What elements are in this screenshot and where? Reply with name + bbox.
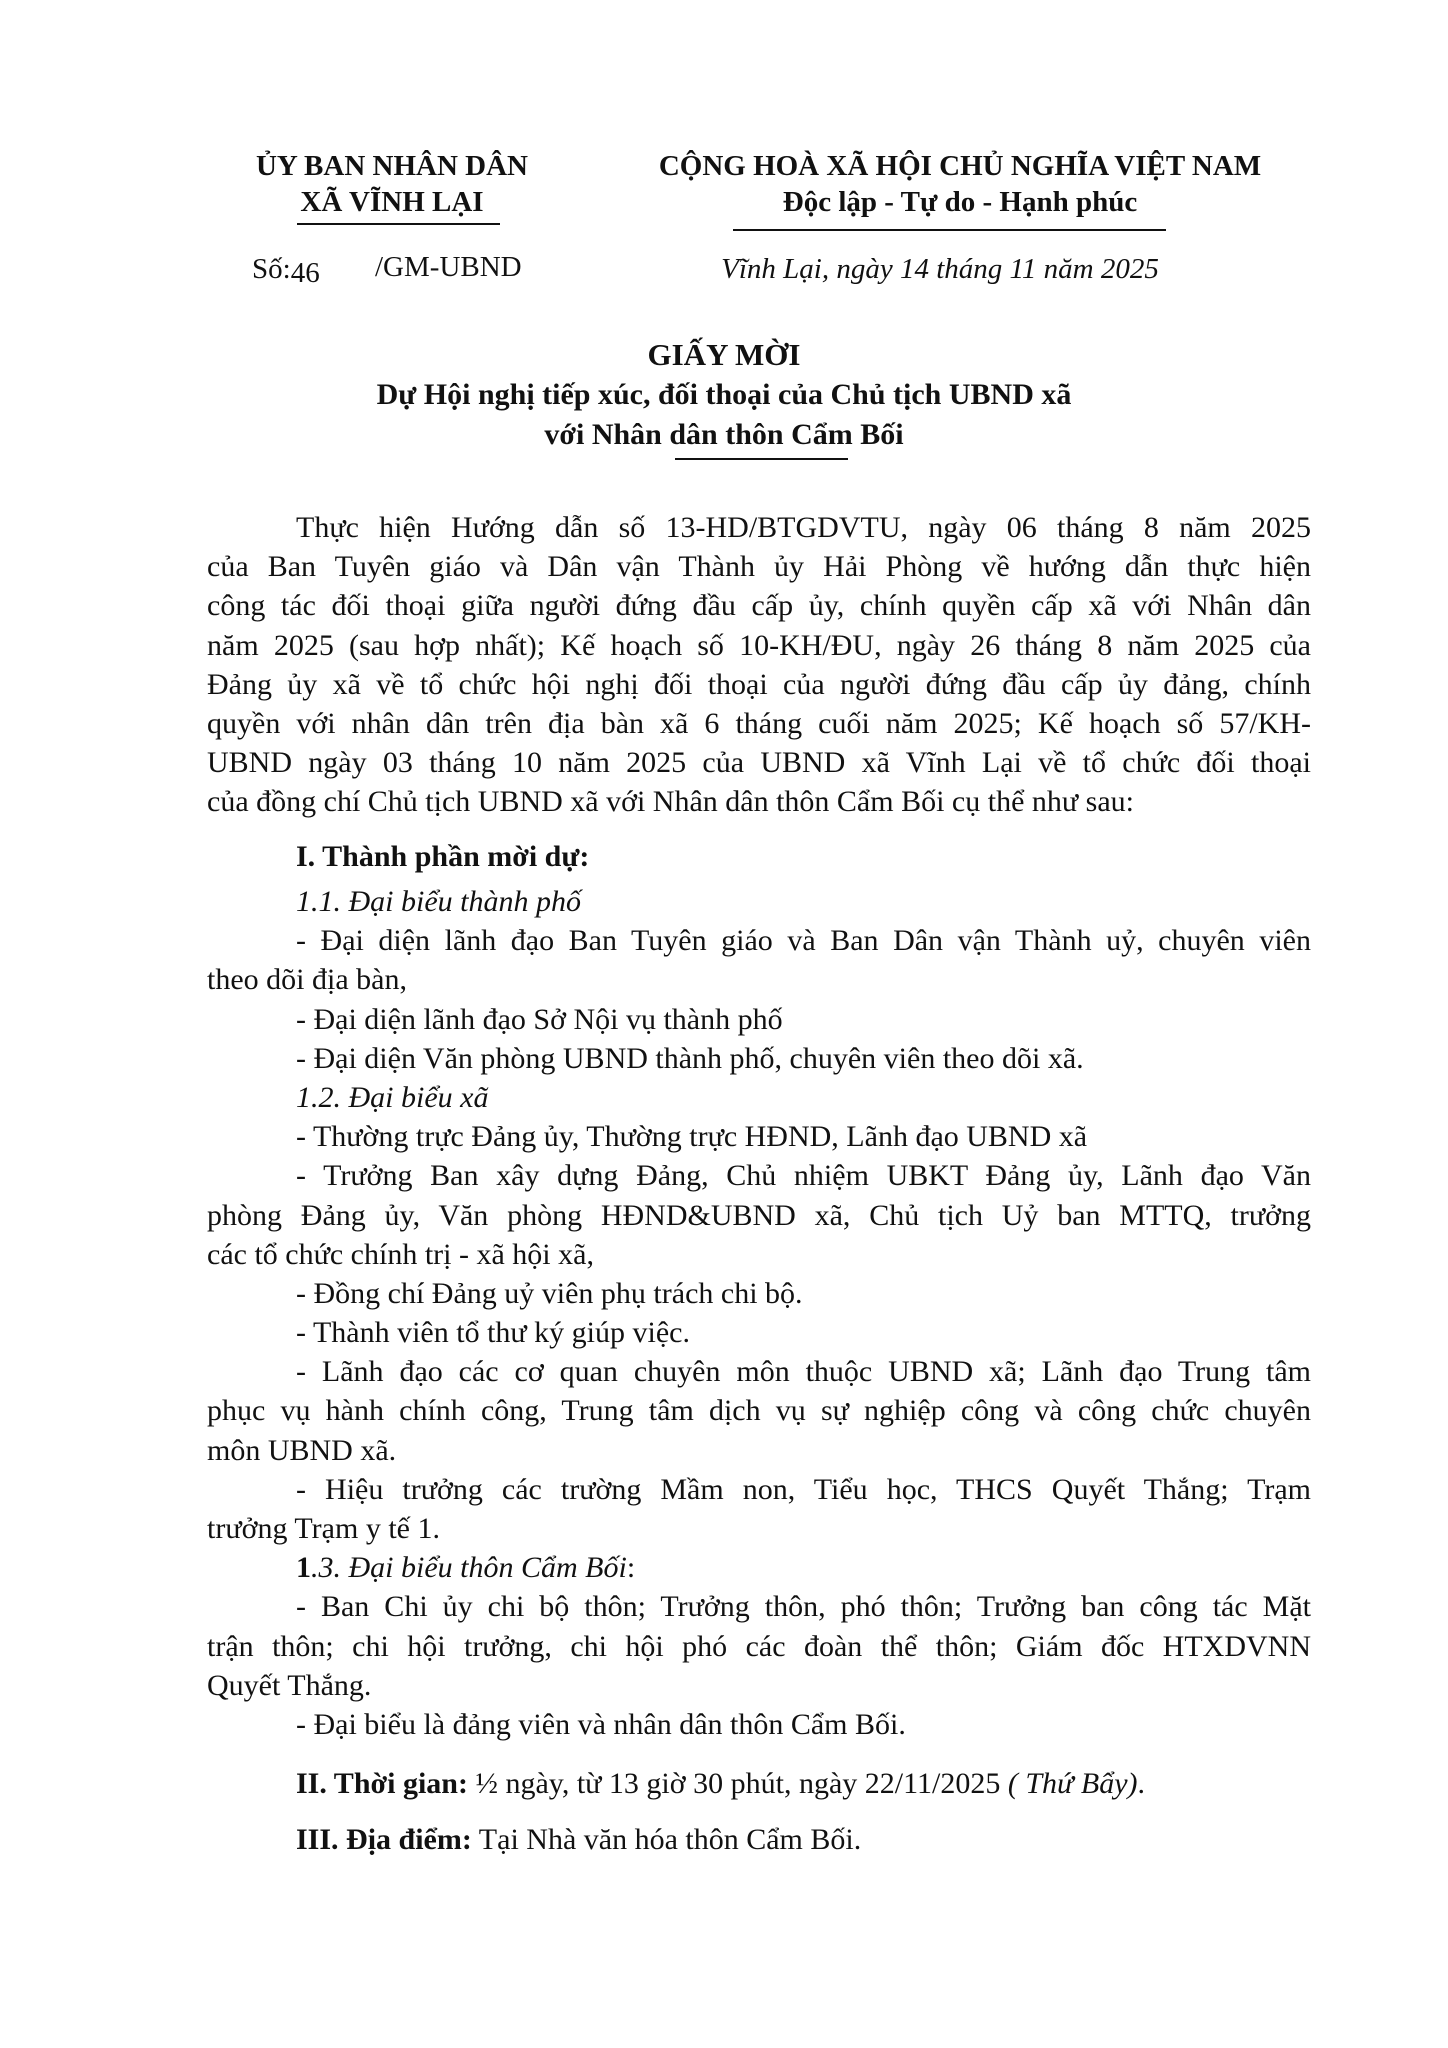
list-item: - Thường trực Đảng ủy, Thường trực HĐND, Lãnh đạo UBND xã xyxy=(296,1120,1088,1154)
list-item: - Đại diện lãnh đạo Ban Tuyên giáo và Ban Dân vận Thành uỷ, chuyên viên xyxy=(296,924,1311,958)
subsection-village-heading xyxy=(207,1548,1311,1587)
document-subtitle-line2: với Nhân dân thôn Cẩm Bối xyxy=(544,418,904,451)
list-item: phòng Đảng ủy, Văn phòng HĐND&UBND xã, Chủ tịch Uỷ ban MTTQ, trưởng xyxy=(207,1198,1311,1232)
subsection-city-heading xyxy=(207,882,1311,921)
section-time xyxy=(207,1764,1311,1803)
document-subtitle-line1: Dự Hội nghị tiếp xúc, đối thoại của Chủ tịch UBND xã xyxy=(376,378,1072,411)
intro-line: UBND ngày 03 tháng 10 năm 2025 của UBND xã Vĩnh Lại về tổ chức đối thoại xyxy=(207,746,1311,780)
section-participants-heading-wrap xyxy=(207,837,1311,876)
doc-number xyxy=(252,251,320,287)
time-value: ½ ngày, từ 13 giờ 30 phút, ngày 22/11/2025 xyxy=(467,1767,1008,1800)
subsection-number: 1 xyxy=(296,1551,311,1585)
location-label: III. Địa điểm: xyxy=(296,1823,472,1856)
location-line xyxy=(207,1820,1311,1859)
subsection-heading-text: 1.1. Đại biểu thành phố xyxy=(296,885,581,918)
list-item: - Thành viên tổ thư ký giúp việc. xyxy=(296,1316,690,1350)
list-item: - Đại biểu là đảng viên và nhân dân thôn Cẩm Bối. xyxy=(296,1707,906,1741)
motto-underline xyxy=(733,229,1166,231)
nation-name: CỘNG HOÀ XÃ HỘI CHỦ NGHĨA VIỆT NAM xyxy=(658,150,1262,182)
intro-line: năm 2025 (sau hợp nhất); Kế hoạch số 10-KH/ĐU, ngày 26 tháng 8 năm 2025 của xyxy=(207,628,1311,662)
doc-number-label: Số: xyxy=(252,253,291,285)
place-date: Vĩnh Lại, ngày 14 tháng 11 năm 2025 xyxy=(721,253,1159,285)
title-underline xyxy=(675,458,848,460)
list-item: trận thôn; chi hội trưởng, chi hội phó các đoàn thể thôn; Giám đốc HTXDVNN xyxy=(207,1629,1311,1663)
document-title: GIẤY MỜI xyxy=(647,337,801,372)
list-item: các tổ chức chính trị - xã hội xã, xyxy=(207,1237,594,1271)
intro-line: Thực hiện Hướng dẫn số 13-HD/BTGDVTU, ngày 06 tháng 8 năm 2025 xyxy=(296,511,1311,544)
participants-list xyxy=(207,882,1311,1744)
agency-underline xyxy=(297,223,500,225)
intro-line: của đồng chí Chủ tịch UBND xã với Nhân dân thôn Cẩm Bối cụ thể như sau: xyxy=(207,785,1134,819)
weekday: ( Thứ Bẩy) xyxy=(1007,1767,1138,1800)
list-item: - Đại diện lãnh đạo Sở Nội vụ thành phố xyxy=(296,1002,783,1036)
time-label: II. Thời gian: xyxy=(296,1767,468,1800)
intro-line: công tác đối thoại giữa người đứng đầu cấp ủy, chính quyền cấp xã với Nhân dân xyxy=(207,589,1311,623)
doc-suffix: /GM-UBND xyxy=(375,251,522,283)
list-item: - Đại diện Văn phòng UBND thành phố, chuyên viên theo dõi xã. xyxy=(296,1041,1084,1075)
intro-line: Đảng ủy xã về tổ chức hội nghị đối thoại của người đứng đầu cấp ủy đảng, chính xyxy=(207,667,1311,701)
list-item: môn UBND xã. xyxy=(207,1433,397,1467)
section-location xyxy=(207,1820,1311,1859)
subsection-heading-text: 1.2. Đại biểu xã xyxy=(296,1080,489,1114)
location-value: Tại Nhà văn hóa thôn Cẩm Bối. xyxy=(471,1823,862,1856)
time-line xyxy=(207,1764,1311,1803)
agency-name: ỦY BAN NHÂN DÂN xyxy=(255,150,528,182)
subsection-commune-heading xyxy=(207,1078,1311,1117)
list-item: theo dõi địa bàn, xyxy=(207,963,407,997)
intro-line: của Ban Tuyên giáo và Dân vận Thành ủy Hải Phòng về hướng dẫn thực hiện xyxy=(207,550,1311,584)
list-item: Quyết Thắng. xyxy=(207,1668,372,1702)
list-item: - Ban Chi ủy chi bộ thôn; Trưởng thôn, phó thôn; Trưởng ban công tác Mặt xyxy=(296,1590,1311,1624)
intro-line: quyền với nhân dân trên địa bàn xã 6 tháng cuối năm 2025; Kế hoạch số 57/KH- xyxy=(207,706,1311,740)
section-heading-text: I. Thành phần mời dự: xyxy=(296,840,590,873)
list-item: phục vụ hành chính công, Trung tâm dịch vụ sự nghiệp công và công chức chuyên xyxy=(207,1394,1311,1428)
doc-number-value: 46 xyxy=(290,257,320,289)
nation-motto: Độc lập - Tự do - Hạnh phúc xyxy=(782,186,1138,218)
list-item: trưởng Trạm y tế 1. xyxy=(207,1512,440,1545)
subsection-heading-colon: : xyxy=(626,1551,636,1585)
list-item: - Lãnh đạo các cơ quan chuyên môn thuộc UBND xã; Lãnh đạo Trung tâm xyxy=(296,1355,1311,1389)
time-end: . xyxy=(1137,1767,1146,1800)
agency-commune: XÃ VĨNH LẠI xyxy=(300,186,484,218)
subsection-heading-text: .3. Đại biểu thôn Cẩm Bối xyxy=(311,1551,627,1585)
list-item: - Đồng chí Đảng uỷ viên phụ trách chi bộ. xyxy=(296,1276,803,1310)
section-participants-heading xyxy=(207,837,1311,876)
list-item: - Hiệu trưởng các trường Mầm non, Tiểu học, THCS Quyết Thắng; Trạm xyxy=(296,1472,1311,1506)
list-item: - Trưởng Ban xây dựng Đảng, Chủ nhiệm UBKT Đảng ủy, Lãnh đạo Văn xyxy=(296,1159,1311,1193)
intro-paragraph xyxy=(207,508,1311,822)
